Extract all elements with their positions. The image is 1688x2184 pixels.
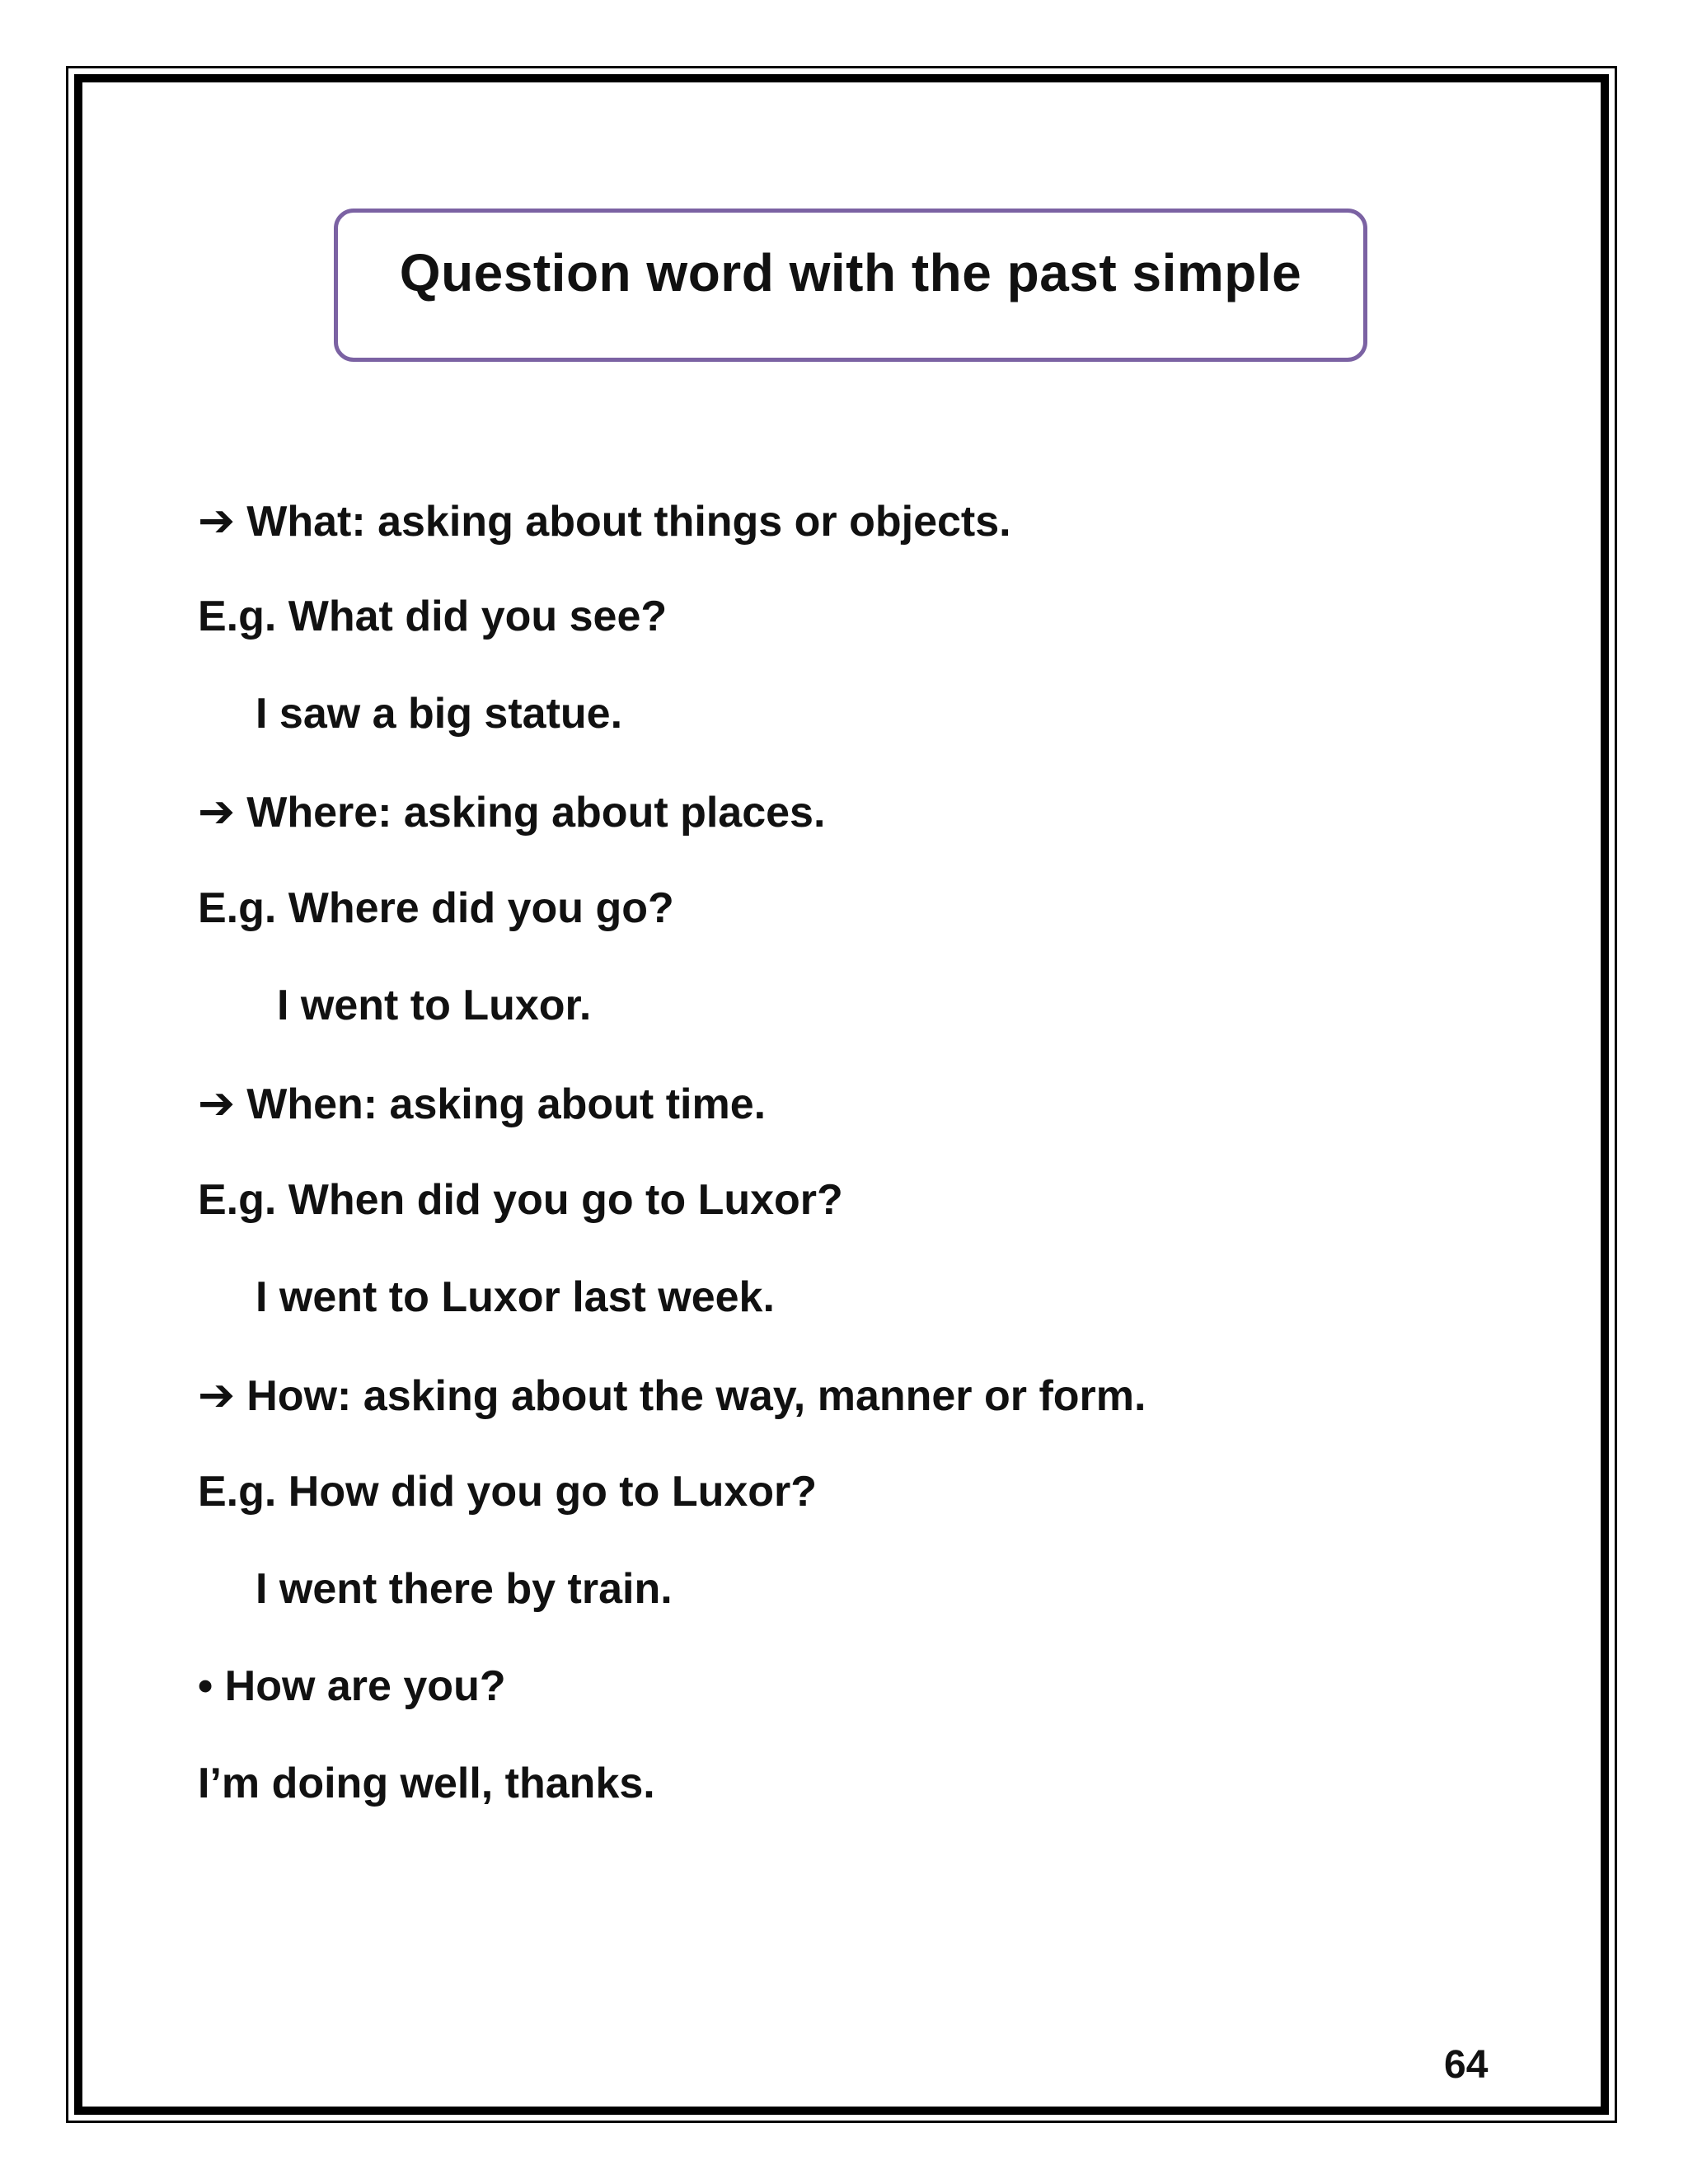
section-how-heading <box>198 1373 1146 1418</box>
section-when-example-question: E.g. When did you go to Luxor? <box>198 1176 843 1224</box>
arrow-right-icon: ➔ <box>198 1371 236 1420</box>
section-where-heading <box>198 787 826 837</box>
page-number: 64 <box>1444 2043 1489 2087</box>
section-heading-text: What: asking about things or objects. <box>246 498 1011 546</box>
section-how-example-question: E.g. How did you go to Luxor? <box>198 1468 818 1516</box>
section-what-example-answer: I saw a big statue. <box>256 690 623 738</box>
section-where-example-question: E.g. Where did you go? <box>198 884 674 932</box>
section-heading-text: Where: asking about places. <box>246 789 826 837</box>
title-box <box>334 209 1367 362</box>
bullet-question: • How are you? <box>198 1662 506 1710</box>
section-what-heading <box>198 496 1011 546</box>
section-where-example-answer: I went to Luxor. <box>277 982 592 1029</box>
page-title: Question word with the past simple <box>399 243 1302 302</box>
section-when-heading <box>198 1081 766 1126</box>
arrow-right-icon: ➔ <box>198 496 236 546</box>
arrow-right-icon: ➔ <box>198 787 236 837</box>
section-how-example-answer: I went there by train. <box>256 1565 673 1613</box>
section-heading-text: How: asking about the way, manner or form. <box>246 1372 1146 1420</box>
bullet-answer: I’m doing well, thanks. <box>198 1760 655 1807</box>
section-when-example-answer: I went to Luxor last week. <box>256 1273 775 1321</box>
section-heading-text: When: asking about time. <box>246 1080 767 1128</box>
section-what-example-question: E.g. What did you see? <box>198 593 668 640</box>
arrow-right-icon: ➔ <box>198 1079 236 1128</box>
